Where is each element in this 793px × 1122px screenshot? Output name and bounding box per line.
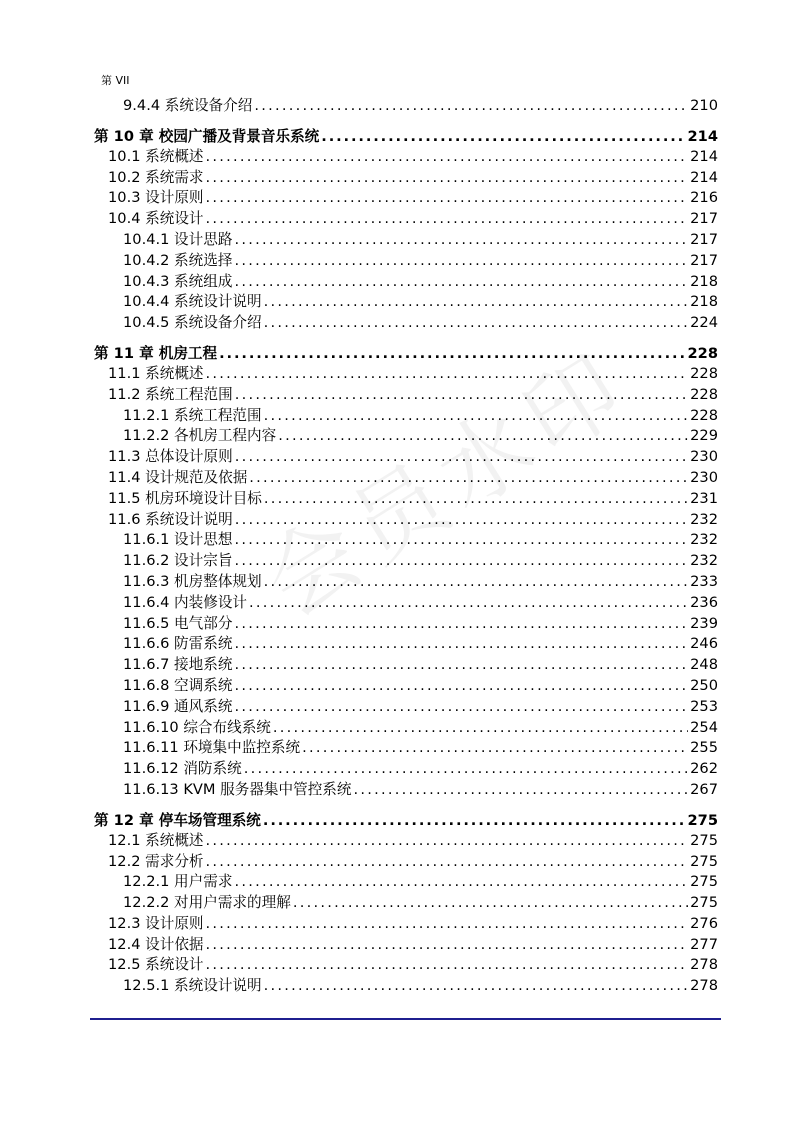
table-of-contents — [94, 96, 718, 997]
toc-entry-label: 10.3 设计原则 — [108, 189, 204, 207]
toc-page-number: 250 — [690, 676, 718, 694]
toc-dot-leader — [264, 976, 689, 997]
toc-entry-label: 11.6.8 空调系统 — [123, 676, 233, 694]
toc-dot-leader — [234, 251, 688, 272]
toc-entry[interactable] — [94, 831, 718, 852]
toc-dot-leader — [219, 343, 685, 364]
toc-entry-label: 11.6 系统设计说明 — [108, 510, 233, 528]
toc-entry-label: 12.2.1 用户需求 — [123, 873, 233, 891]
toc-page-number: 228 — [690, 364, 718, 382]
toc-dot-leader — [264, 572, 689, 593]
toc-entry[interactable] — [94, 209, 718, 230]
toc-entry[interactable] — [94, 655, 718, 676]
toc-entry[interactable] — [94, 955, 718, 976]
toc-entry[interactable] — [94, 780, 718, 801]
toc-dot-leader — [234, 872, 688, 893]
toc-dot-leader — [206, 209, 689, 230]
toc-page-number: 236 — [690, 593, 718, 611]
toc-page-number: 232 — [690, 552, 718, 570]
toc-entry-label: 10.4.5 系统设备介绍 — [123, 314, 262, 332]
toc-page-number: 246 — [690, 635, 718, 653]
toc-entry[interactable] — [94, 147, 718, 168]
toc-dot-leader — [234, 614, 688, 635]
toc-page-number: 254 — [690, 718, 718, 736]
toc-page-number: 216 — [690, 189, 718, 207]
toc-entry[interactable] — [94, 572, 718, 593]
toc-dot-leader — [264, 292, 689, 313]
toc-dot-leader — [206, 147, 689, 168]
toc-dot-leader — [264, 489, 688, 510]
toc-entry-label: 12.5.1 系统设计说明 — [123, 977, 262, 995]
toc-entry-label: 11.6.6 防雷系统 — [123, 635, 233, 653]
toc-entry[interactable] — [94, 489, 718, 510]
toc-dot-leader — [234, 634, 688, 655]
toc-page-number: 217 — [690, 210, 718, 228]
toc-page-number: 275 — [690, 831, 718, 849]
toc-chapter-entry[interactable] — [94, 343, 718, 364]
toc-page-number: 218 — [690, 293, 718, 311]
toc-entry[interactable] — [94, 230, 718, 251]
toc-dot-leader — [206, 955, 689, 976]
toc-entry[interactable] — [94, 593, 718, 614]
toc-dot-leader — [244, 759, 688, 780]
toc-dot-leader — [273, 718, 688, 739]
toc-page-number: 275 — [690, 894, 718, 912]
toc-page-number: 217 — [690, 230, 718, 248]
toc-entry[interactable] — [94, 406, 718, 427]
toc-entry-label: 11.6.3 机房整体规划 — [123, 572, 262, 590]
toc-page-number: 214 — [690, 147, 718, 165]
toc-dot-leader — [206, 188, 689, 209]
toc-page-number: 230 — [690, 448, 718, 466]
toc-dot-leader — [254, 96, 688, 117]
toc-entry-label: 10.4.3 系统组成 — [123, 272, 233, 290]
toc-entry[interactable] — [94, 718, 718, 739]
toc-entry[interactable] — [94, 188, 718, 209]
toc-entry-label: 9.4.4 系统设备介绍 — [123, 97, 253, 114]
toc-entry-label: 11.6.13 KVM 服务器集中管控系统 — [123, 780, 352, 798]
toc-entry[interactable] — [94, 468, 718, 489]
toc-dot-leader — [249, 468, 688, 489]
toc-dot-leader — [249, 593, 688, 614]
toc-entry-label: 11.6.1 设计思想 — [123, 531, 233, 549]
toc-dot-leader — [302, 738, 688, 759]
toc-dot-leader — [206, 852, 689, 873]
toc-dot-leader — [234, 676, 688, 697]
toc-page-number: 214 — [690, 168, 718, 186]
toc-entry-label: 10.2 系统需求 — [108, 168, 204, 186]
toc-entry[interactable] — [94, 914, 718, 935]
toc-dot-leader — [206, 935, 689, 956]
toc-page-number: 232 — [690, 510, 718, 528]
toc-entry-label: 第 11 章 机房工程 — [94, 344, 218, 362]
toc-dot-leader — [234, 272, 688, 293]
toc-page-number: 262 — [690, 760, 718, 778]
toc-dot-leader — [353, 780, 688, 801]
footer-divider — [90, 1018, 721, 1020]
toc-entry[interactable] — [94, 697, 718, 718]
toc-dot-leader — [235, 385, 688, 406]
toc-entry[interactable] — [94, 614, 718, 635]
toc-page-number: 232 — [690, 531, 718, 549]
toc-page-number: 231 — [690, 489, 718, 507]
toc-page-number: 224 — [690, 314, 718, 332]
page-number-label: 第 VII — [101, 74, 130, 87]
toc-page-number: 275 — [690, 873, 718, 891]
toc-entry-label: 11.1 系统概述 — [108, 364, 204, 382]
toc-entry[interactable] — [94, 96, 718, 117]
toc-entry-label: 10.4.4 系统设计说明 — [123, 293, 262, 311]
toc-page-number: 278 — [690, 956, 718, 974]
toc-page-number: 276 — [690, 914, 718, 932]
toc-entry[interactable] — [94, 292, 718, 313]
toc-page-number: 228 — [690, 385, 718, 403]
toc-entry-label: 12.5 系统设计 — [108, 956, 204, 974]
toc-entry[interactable] — [94, 364, 718, 385]
toc-entry[interactable] — [94, 530, 718, 551]
toc-page-number: 278 — [690, 977, 718, 995]
toc-entry-label: 11.6.12 消防系统 — [123, 760, 242, 778]
toc-dot-leader — [278, 426, 688, 447]
toc-entry-label: 11.2.1 系统工程范围 — [123, 406, 262, 424]
toc-entry[interactable] — [94, 447, 718, 468]
toc-entry[interactable] — [94, 426, 718, 447]
toc-dot-leader — [234, 230, 688, 251]
toc-dot-leader — [206, 168, 689, 189]
toc-entry-label: 10.4.2 系统选择 — [123, 251, 233, 269]
toc-entry-label: 10.4 系统设计 — [108, 210, 204, 228]
toc-entry-label: 12.1 系统概述 — [108, 831, 204, 849]
toc-entry-label: 第 10 章 校园广播及背景音乐系统 — [94, 127, 320, 145]
toc-entry-label: 11.6.4 内装修设计 — [123, 593, 248, 611]
toc-dot-leader — [264, 406, 689, 427]
toc-entry-label: 11.3 总体设计原则 — [108, 448, 233, 466]
toc-page-number: 218 — [690, 272, 718, 290]
toc-page-number: 255 — [690, 739, 718, 757]
toc-page-number: 253 — [690, 697, 718, 715]
toc-entry-label: 11.6.10 综合布线系统 — [123, 718, 271, 736]
toc-dot-leader — [235, 510, 688, 531]
toc-entry-label: 12.3 设计原则 — [108, 914, 204, 932]
toc-entry-label: 11.2.2 各机房工程内容 — [123, 427, 277, 445]
toc-dot-leader — [234, 551, 688, 572]
toc-entry-label: 第 12 章 停车场管理系统 — [94, 811, 261, 829]
toc-page-number: 230 — [690, 468, 718, 486]
toc-entry-label: 12.2.2 对用户需求的理解 — [123, 894, 291, 912]
toc-entry-label: 11.6.11 环境集中监控系统 — [123, 739, 301, 757]
toc-entry-label: 11.4 设计规范及依据 — [108, 468, 248, 486]
toc-entry[interactable] — [94, 738, 718, 759]
toc-entry[interactable] — [94, 676, 718, 697]
toc-chapter-entry[interactable] — [94, 810, 718, 831]
toc-entry-label: 11.5 机房环境设计目标 — [108, 489, 262, 507]
watermark-text: 会员水印 — [245, 330, 649, 638]
toc-entry-label: 11.6.7 接地系统 — [123, 656, 233, 674]
toc-dot-leader — [206, 914, 689, 935]
toc-dot-leader — [234, 655, 688, 676]
toc-entry[interactable] — [94, 893, 718, 914]
toc-entry[interactable] — [94, 168, 718, 189]
toc-entry[interactable] — [94, 313, 718, 334]
toc-entry[interactable] — [94, 852, 718, 873]
toc-page-number: 267 — [690, 780, 718, 798]
toc-page-number: 210 — [690, 97, 718, 114]
toc-page-number: 233 — [690, 572, 718, 590]
toc-dot-leader — [235, 447, 688, 468]
toc-page-number: 239 — [690, 614, 718, 632]
toc-dot-leader — [234, 697, 688, 718]
toc-page-number: 228 — [690, 406, 718, 424]
toc-entry-label: 12.4 设计依据 — [108, 935, 204, 953]
toc-entry[interactable] — [94, 976, 718, 997]
toc-dot-leader — [263, 810, 686, 831]
toc-entry-label: 10.4.1 设计思路 — [123, 230, 233, 248]
toc-page-number: 214 — [687, 127, 718, 145]
toc-entry[interactable] — [94, 272, 718, 293]
toc-page-number: 275 — [687, 811, 718, 829]
toc-page-number: 248 — [690, 656, 718, 674]
toc-dot-leader — [264, 313, 689, 334]
toc-entry-label: 11.6.5 电气部分 — [123, 614, 233, 632]
toc-page-number: 228 — [687, 344, 718, 362]
toc-dot-leader — [234, 530, 688, 551]
toc-chapter-entry[interactable] — [94, 126, 718, 147]
toc-entry-label: 11.2 系统工程范围 — [108, 385, 233, 403]
toc-dot-leader — [206, 831, 689, 852]
toc-dot-leader — [321, 126, 685, 147]
toc-entry[interactable] — [94, 634, 718, 655]
toc-entry[interactable] — [94, 935, 718, 956]
toc-page-number: 229 — [690, 427, 718, 445]
toc-page-number: 277 — [690, 935, 718, 953]
toc-page-number: 275 — [690, 852, 718, 870]
toc-entry-label: 12.2 需求分析 — [108, 852, 204, 870]
toc-entry[interactable] — [94, 759, 718, 780]
toc-page-number: 217 — [690, 251, 718, 269]
toc-dot-leader — [206, 364, 689, 385]
toc-entry[interactable] — [94, 510, 718, 531]
toc-entry[interactable] — [94, 251, 718, 272]
toc-entry[interactable] — [94, 385, 718, 406]
toc-entry-label: 11.6.2 设计宗旨 — [123, 552, 233, 570]
toc-entry-label: 10.1 系统概述 — [108, 147, 204, 165]
toc-entry-label: 11.6.9 通风系统 — [123, 697, 233, 715]
toc-dot-leader — [293, 893, 688, 914]
toc-entry[interactable] — [94, 872, 718, 893]
toc-entry[interactable] — [94, 551, 718, 572]
